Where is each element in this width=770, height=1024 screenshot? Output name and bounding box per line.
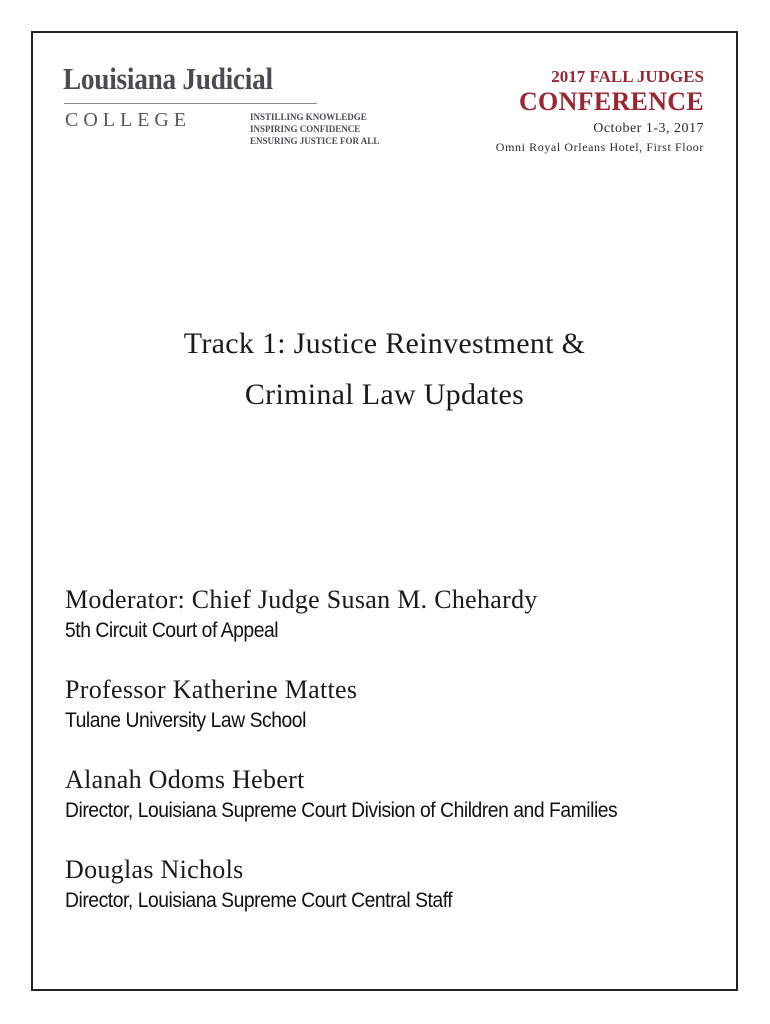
page-frame xyxy=(31,31,738,991)
conference-dates: October 1-3, 2017 xyxy=(593,121,704,136)
speaker-affiliation: Director, Louisiana Supreme Court Central Staff xyxy=(65,889,453,912)
speaker-name: Douglas Nichols xyxy=(65,855,244,884)
logo-taglines xyxy=(250,111,379,147)
speaker-list xyxy=(65,583,665,943)
conference-header xyxy=(496,67,704,156)
logo-tagline: INSPIRING CONFIDENCE xyxy=(250,124,361,134)
speaker-item xyxy=(65,853,665,915)
college-logo xyxy=(63,61,380,151)
conference-venue: Omni Royal Orleans Hotel, First Floor xyxy=(495,140,704,154)
conference-title: CONFERENCE xyxy=(518,87,704,116)
logo-subtitle: COLLEGE xyxy=(65,109,192,131)
speaker-affiliation: Director, Louisiana Supreme Court Division of Children and Families xyxy=(65,799,618,822)
logo-title: Louisiana Judicial xyxy=(63,61,273,96)
track-title xyxy=(33,318,736,420)
logo-tagline: INSTILLING KNOWLEDGE xyxy=(250,112,367,122)
track-title-line: Track 1: Justice Reinvestment & xyxy=(183,327,586,360)
speaker-name: Professor Katherine Mattes xyxy=(65,675,358,704)
track-title-line: Criminal Law Updates xyxy=(244,378,525,411)
speaker-name: Moderator: Chief Judge Susan M. Chehardy xyxy=(65,585,538,614)
speaker-name: Alanah Odoms Hebert xyxy=(65,765,305,794)
speaker-affiliation: Tulane University Law School xyxy=(65,709,306,732)
conference-year-title: 2017 FALL JUDGES xyxy=(551,67,704,86)
speaker-item xyxy=(65,583,665,645)
speaker-affiliation: 5th Circuit Court of Appeal xyxy=(65,619,279,642)
speaker-item xyxy=(65,673,665,735)
logo-divider xyxy=(64,103,317,104)
speaker-item xyxy=(65,763,665,825)
logo-tagline: ENSURING JUSTICE FOR ALL xyxy=(250,136,380,146)
